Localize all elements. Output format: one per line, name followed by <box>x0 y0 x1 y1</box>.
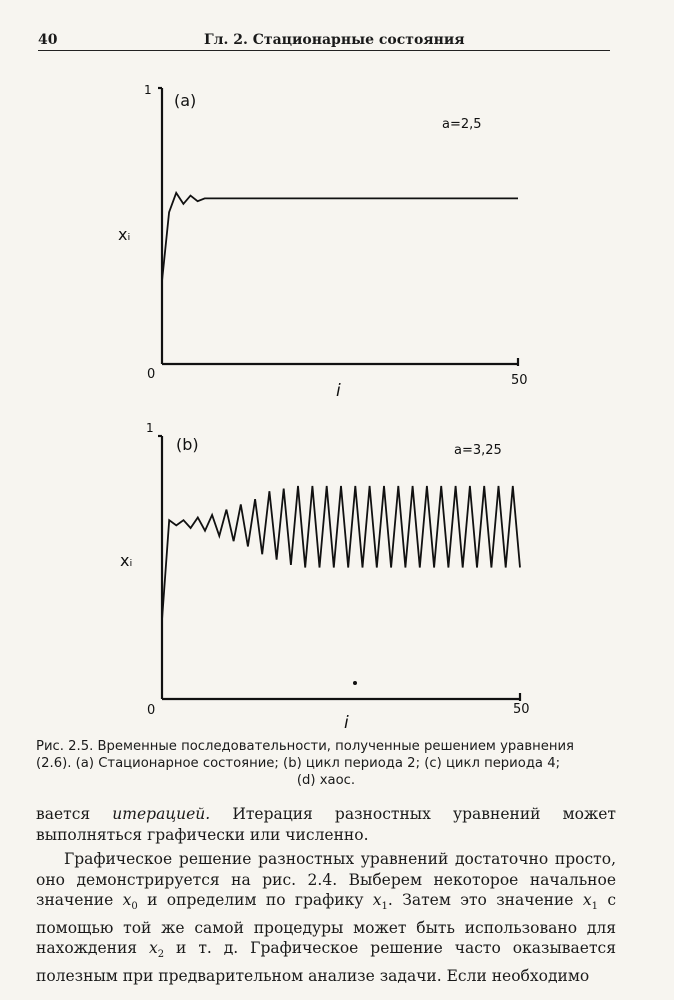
y-tick-label: 1 <box>144 83 152 97</box>
stray-dot <box>353 681 357 685</box>
y-axis-label: xᵢ <box>118 225 131 244</box>
figure-caption <box>36 738 616 789</box>
series-line <box>162 193 518 281</box>
y-tick-label: 1 <box>146 421 154 435</box>
page-header <box>38 30 610 52</box>
annotation: a=3,25 <box>454 443 502 458</box>
x-tick-label: 50 <box>513 702 530 717</box>
annotation: a=2,5 <box>442 117 482 132</box>
caption-line: (2.6). (a) Стационарное состояние; (b) цикл периода 2; (c) цикл периода 4; <box>36 756 561 771</box>
panel-label: (a) <box>174 91 197 110</box>
header-rule <box>38 50 610 51</box>
x-axis-label: i <box>336 381 341 401</box>
x-axis-label: i <box>344 713 349 733</box>
caption-line: (d) хаос. <box>296 773 356 788</box>
emphasis: итерацией. <box>112 805 211 823</box>
y-axis-label: xᵢ <box>120 551 133 570</box>
caption-line: Рис. 2.5. Временные последовательности, полученные решением уравнения <box>36 739 574 754</box>
running-head: Гл. 2. Стационарные состояния <box>204 32 465 48</box>
series-line <box>162 486 520 620</box>
x-tick-label: 0 <box>147 703 156 718</box>
body-text <box>36 804 616 986</box>
x-tick-label: 0 <box>147 367 156 382</box>
page-number: 40 <box>38 32 58 48</box>
paragraph: вается итерацией. Итерация разностных уравнений может выполняться графически или численно. <box>36 805 616 844</box>
panel-label: (b) <box>176 435 199 454</box>
x-tick-label: 50 <box>511 373 528 388</box>
chart-panel-b <box>0 410 674 740</box>
paragraph: Графическое решение разностных уравнений достаточно просто, оно демонстрируется на рис. 2.4. Выберем некоторое начальное значение $x_0$ и определим по графику $x_1$. Затем это значение $x_1$ с помощью той же самой процедуры может быть использовано для нахождения $x_2$ и т. д. Графическое решение часто оказывается полезным при предварительном анализе задачи. Если необходимо <box>36 850 617 985</box>
chart-panel-a <box>0 70 674 410</box>
